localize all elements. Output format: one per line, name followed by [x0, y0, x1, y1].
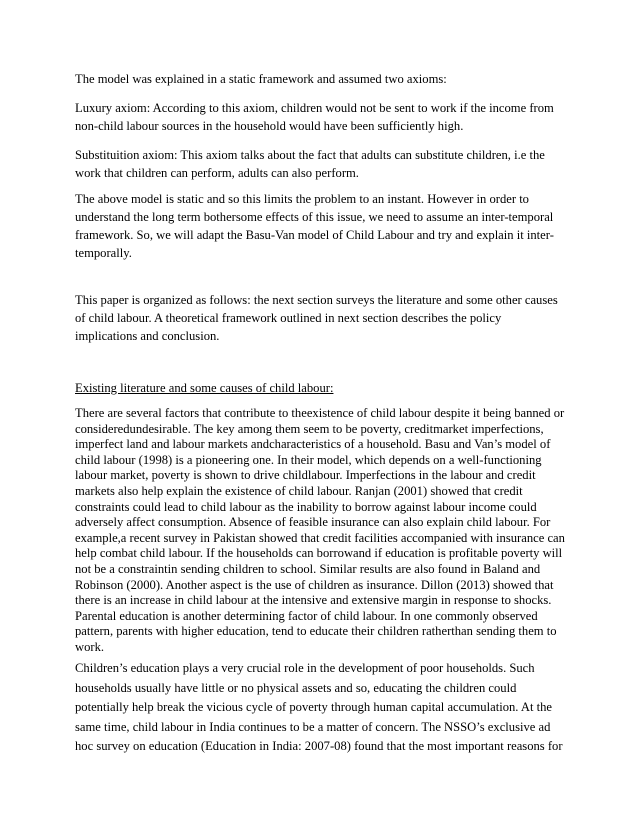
paragraph-education-role: Children’s education plays a very crucial role in the development of poor households. Such households usually have little or no physical assets and so, educating the children could potentially help break the vicious cycle of poverty through human capital accumulation. At the same time, child labour in India continues to be a matter of concern. The NSSO’s exclusive ad hoc survey on education (Education in India: 2007-08) found that the most important reasons for: [75, 661, 563, 754]
paragraph-static-model: The above model is static and so this limits the problem to an instant. However in order to understand the long term bothersome effects of this issue, we need to assume an inter-temporal framework. So, we will adapt the Basu-Van model of Child Labour and try and explain it inter-temporally.: [75, 192, 554, 260]
paragraph-model-axioms-intro: The model was explained in a static framework and assumed two axioms:: [75, 72, 447, 86]
paragraph-luxury-axiom: Luxury axiom: According to this axiom, children would not be sent to work if the income from non-child labour sources in the household would have been sufficiently high.: [75, 101, 554, 133]
paragraph-literature-causes: There are several factors that contribute to theexistence of child labour despite it being banned or consideredundesirable. The key among them seem to be poverty, creditmarket imperfections, imperfect land and labour markets andcharacteristics of a household. Basu and Van’s model of child labour (1998) is a pioneering one. In their model, which depends on a well-functioning labour market, poverty is shown to drive childlabour. Imperfections in the labour and credit markets also help explain the existence of child labour. Ranjan (2001) showed that credit constraints could lead to child labour as the inability to borrow against labour income could adversely affect consumption. Absence of feasible insurance can also explain child labour. For example,a recent survey in Pakistan showed that credit facilities accompanied with insurance can help combat child labour. If the households can borrowand if education is profitable poverty will not be a constraintin sending children to school. Similar results are also found in Baland and Robinson (2000). Another aspect is the use of children as insurance. Dillon (2013) showed that there is an increase in child labour at the intensive and extensive margin in response to shocks. Parental education is another determining factor of child labour. In one commonly observed pattern, parents with higher education, tend to educate their children ratherthan sending them to work.: [75, 406, 565, 654]
paragraph-substitution-axiom: Substituition axiom: This axiom talks about the fact that adults can substitute children, i.e the work that children can perform, adults can also perform.: [75, 148, 545, 180]
section-heading-literature: Existing literature and some causes of child labour:: [75, 381, 334, 395]
paragraph-paper-organization: This paper is organized as follows: the next section surveys the literature and some other causes of child labour. A theoretical framework outlined in next section describes the policy implications and conclusion.: [75, 293, 558, 343]
